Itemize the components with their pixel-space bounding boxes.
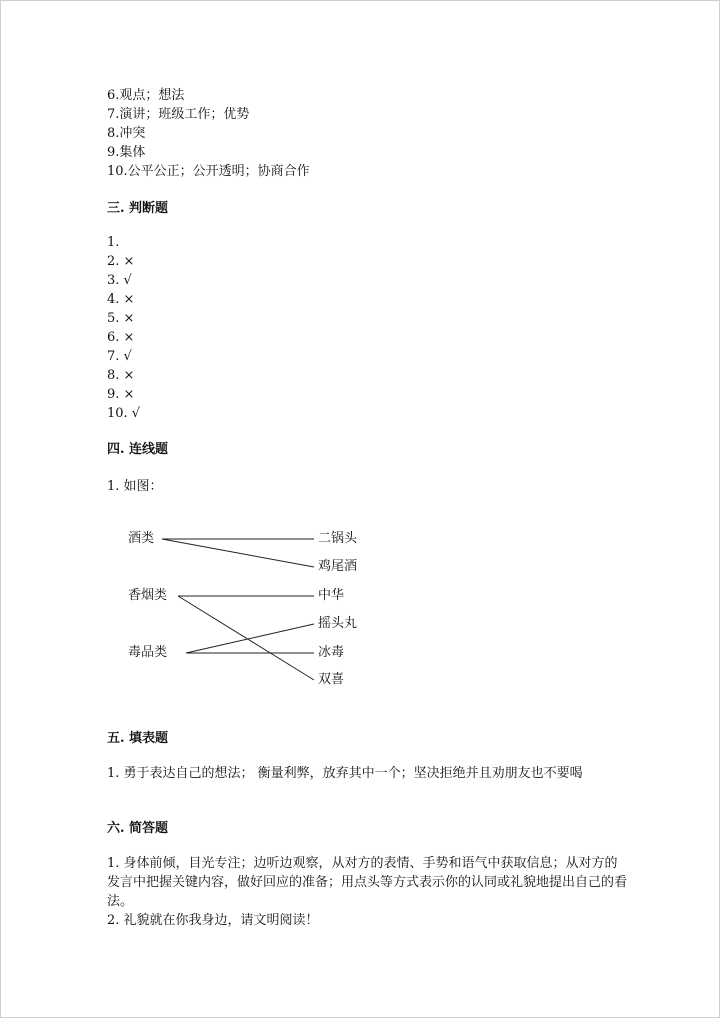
short-answer-2: 2. 礼貌就在你我身边，请文明阅读！: [107, 913, 319, 928]
judgement-item: 8. ×: [107, 368, 135, 383]
match-line: [178, 596, 314, 680]
answer-line: 8.冲突: [107, 126, 146, 141]
section-heading-short-answer: 六. 简答题: [107, 821, 169, 836]
category-label: 香烟类: [128, 588, 168, 603]
judgement-item: 9. ×: [107, 387, 135, 402]
fill-table-answer: 1. 勇于表达自己的想法； 衡量利弊，放弃其中一个；坚决拒绝并且劝朋友也不要喝: [107, 766, 583, 781]
item-label: 摇头丸: [318, 616, 358, 631]
answer-line: 7.演讲；班级工作；优势: [107, 107, 250, 122]
item-label: 冰毒: [318, 645, 345, 660]
item-label: 二锅头: [318, 531, 358, 546]
item-label: 鸡尾酒: [318, 559, 358, 574]
category-label: 毒品类: [128, 645, 168, 660]
judgement-item: 5. ×: [107, 311, 135, 326]
judgement-item: 7. √: [107, 349, 132, 364]
section-heading-fill-table: 五. 填表题: [107, 731, 169, 746]
answer-line: 6.观点；想法: [107, 88, 185, 103]
judgement-item: 6. ×: [107, 330, 135, 345]
match-line: [162, 539, 314, 567]
judgement-item: 3. √: [107, 273, 132, 288]
judgement-item: 10. √: [107, 406, 141, 421]
match-line: [186, 624, 314, 653]
short-answer-1: 1. 身体前倾，目光专注；边听边观察，从对方的表情、手势和语气中获取信息；从对方的发言中把握关键内容，做好回应的准备；用点头等方式表示你的认同或礼貌地提出自己的看法。: [107, 856, 628, 909]
section-heading-judgement: 三. 判断题: [107, 201, 169, 216]
answer-line: 9.集体: [107, 145, 146, 160]
judgement-item: 2. ×: [107, 254, 135, 269]
category-label: 酒类: [128, 531, 155, 546]
answer-line: 10.公平公正；公开透明；协商合作: [107, 164, 310, 179]
item-label: 双喜: [318, 672, 345, 687]
judgement-item: 4. ×: [107, 292, 135, 307]
matching-item-label: 1. 如图：: [107, 479, 163, 494]
section-heading-matching: 四. 连线题: [107, 442, 169, 457]
judgement-item: 1.: [107, 235, 120, 250]
item-label: 中华: [318, 588, 345, 603]
